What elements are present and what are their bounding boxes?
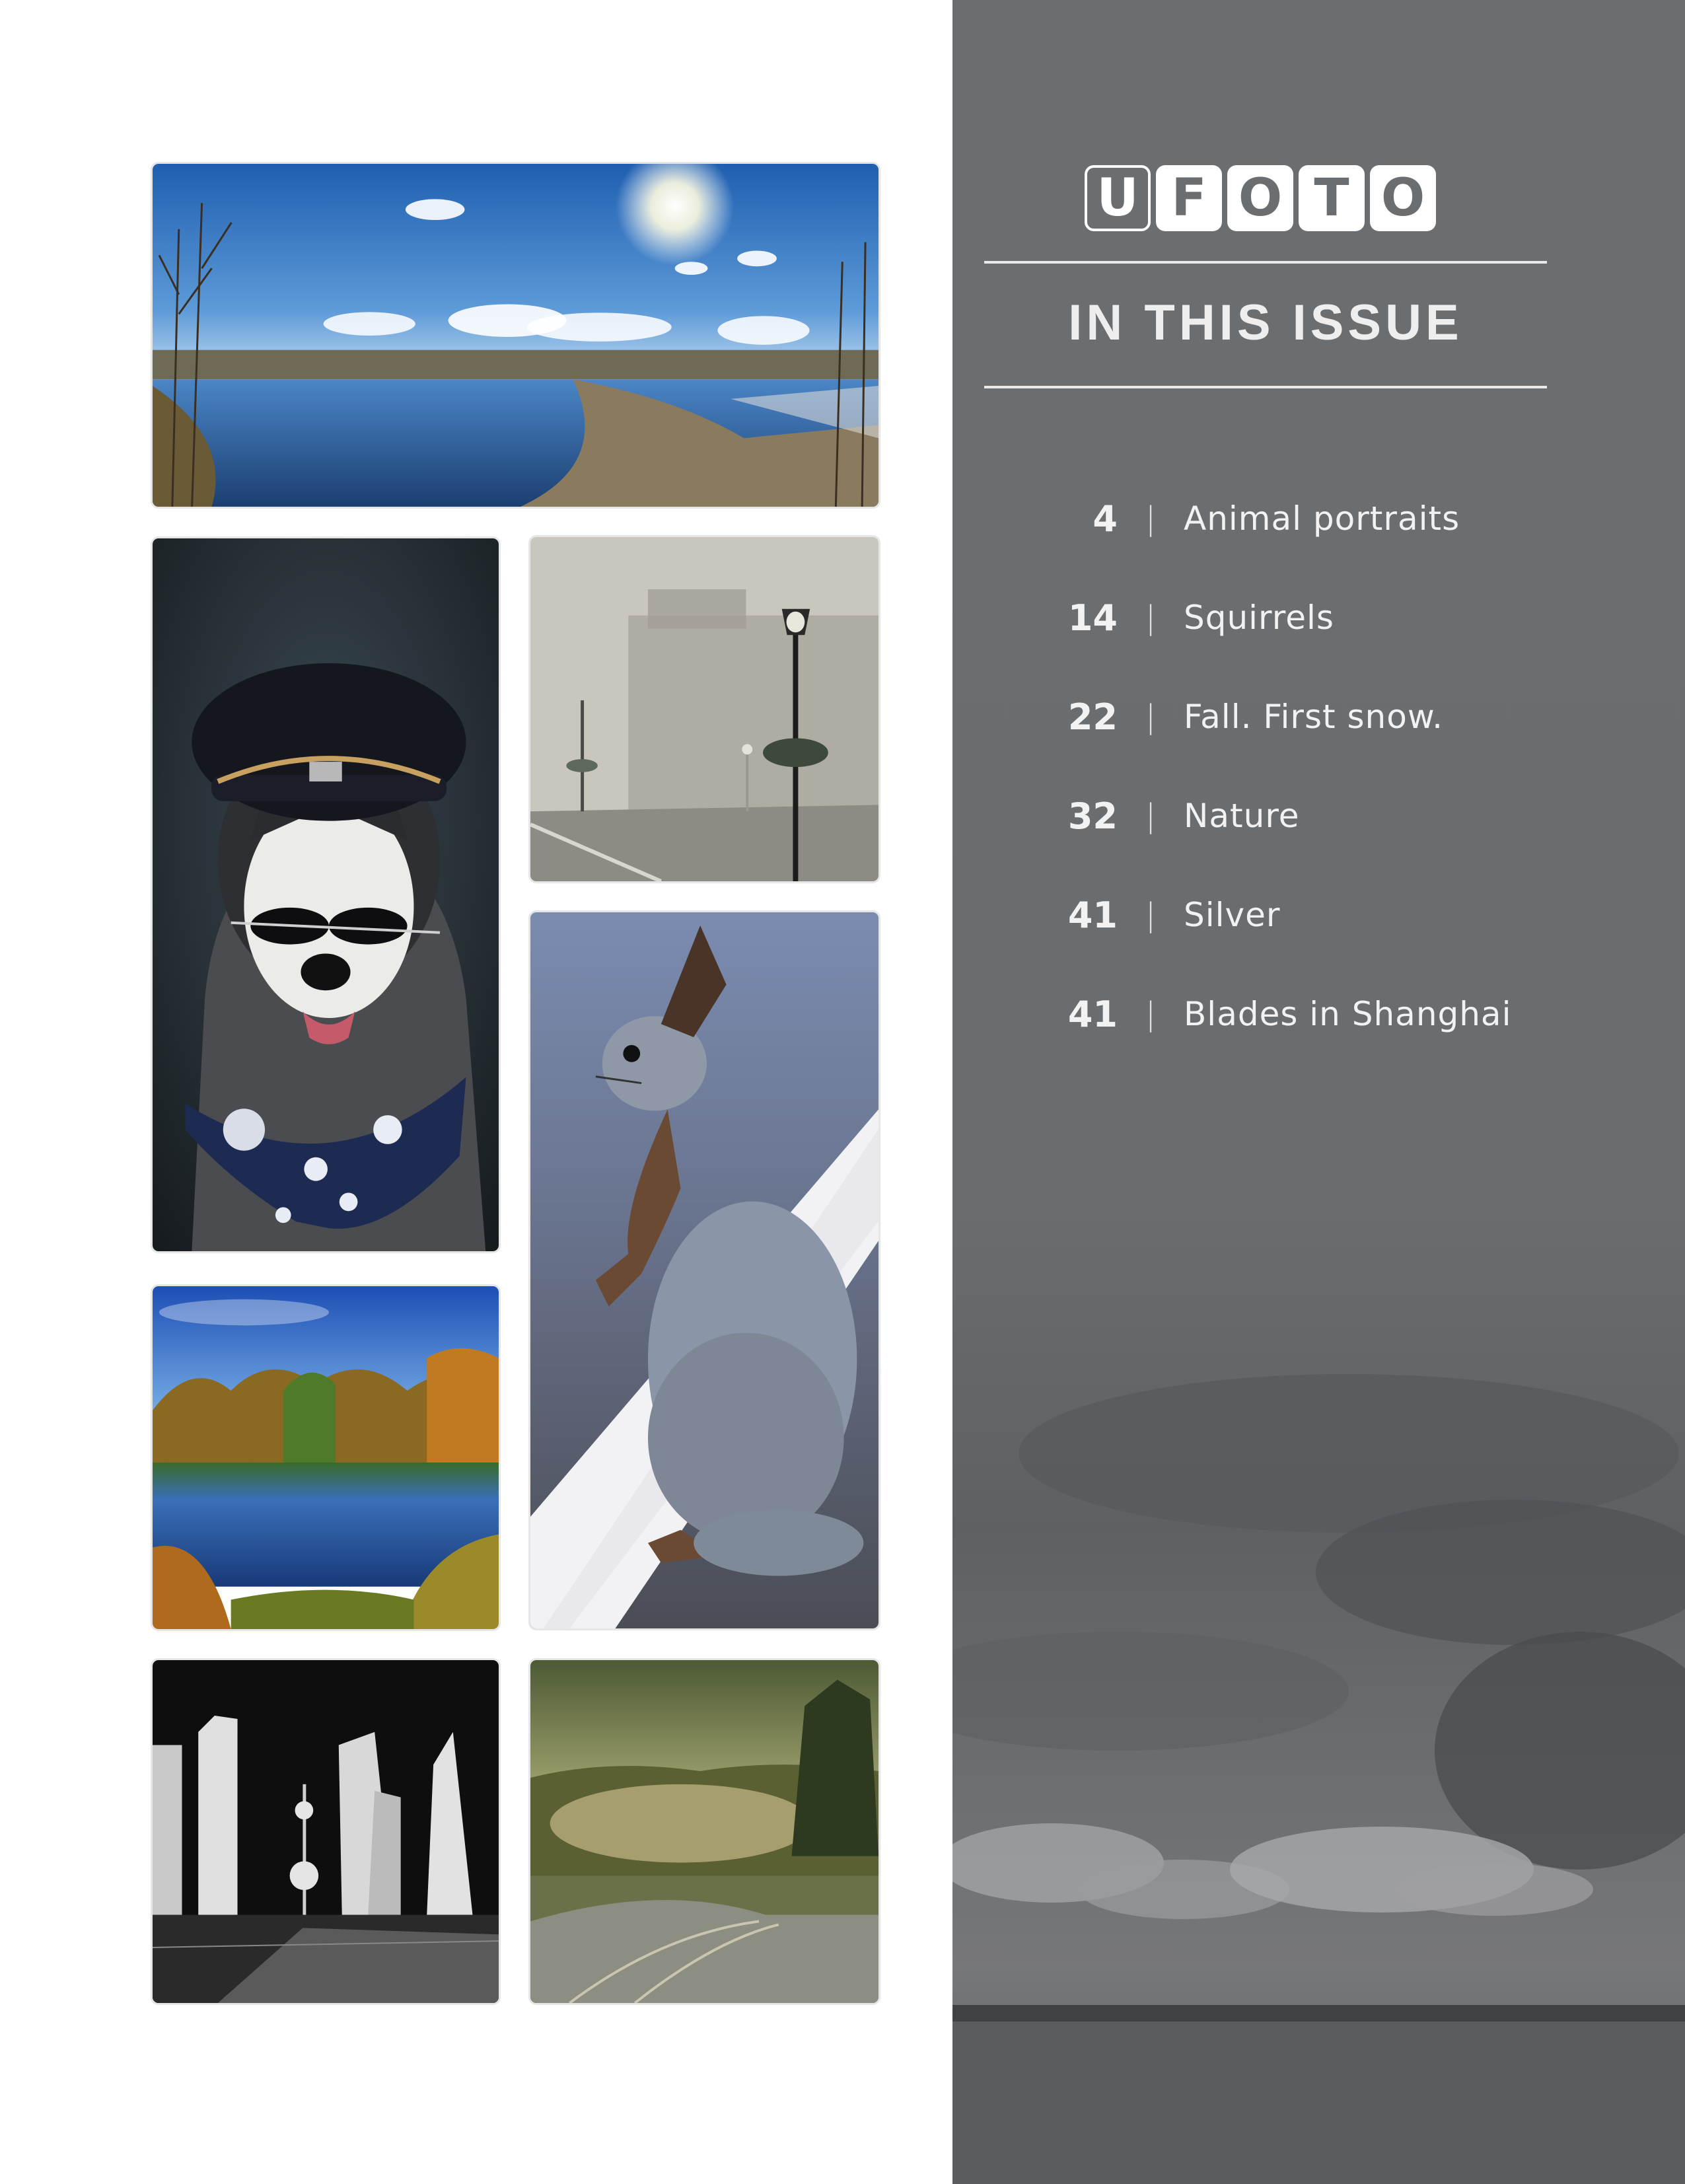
toc-page-number: 41	[1067, 894, 1118, 936]
toc-separator: |	[1145, 698, 1157, 735]
toc-title: Animal portraits	[1184, 499, 1460, 538]
photo-shanghai-skyline	[151, 1658, 501, 2005]
toc-item[interactable]	[952, 889, 1280, 941]
toc-item[interactable]	[952, 690, 1443, 743]
title-bottom-rule	[984, 386, 1547, 388]
logo-letter-u: U	[1085, 165, 1151, 231]
toc-title: Nature	[1184, 797, 1300, 835]
photo-misty-road	[528, 1658, 880, 2005]
toc-page-number: 14	[1067, 597, 1118, 639]
photo-autumn-lake	[151, 1284, 501, 1631]
photo-squirrel-road	[528, 910, 880, 1630]
toc-separator: |	[1145, 896, 1157, 933]
toc-separator: |	[1145, 996, 1157, 1033]
toc-page-number: 22	[1067, 696, 1118, 738]
photo-husky-portrait	[151, 536, 501, 1253]
logo-letter-o2: O	[1370, 165, 1436, 231]
toc-separator: |	[1145, 599, 1157, 636]
issue-sidebar	[952, 0, 1685, 2184]
photo-river-landscape	[151, 162, 880, 509]
toc-page-number: 4	[1093, 497, 1118, 540]
toc-page-number: 32	[1067, 795, 1118, 837]
toc-item[interactable]	[952, 789, 1300, 842]
ufoto-logo	[1085, 165, 1436, 231]
toc-separator: |	[1145, 797, 1157, 834]
toc-page-number: 41	[1067, 993, 1118, 1035]
toc-item[interactable]	[952, 492, 1460, 545]
toc-item[interactable]	[952, 591, 1334, 644]
toc-title: Blades in Shanghai	[1184, 995, 1512, 1033]
toc-title: Fall. First snow.	[1184, 698, 1444, 736]
toc-item[interactable]	[952, 988, 1511, 1040]
photo-foggy-street	[528, 535, 880, 883]
logo-letter-f: F	[1156, 165, 1222, 231]
title-top-rule	[984, 261, 1547, 264]
section-title: IN THIS ISSUE	[1068, 295, 1463, 351]
logo-letter-t: T	[1299, 165, 1365, 231]
toc-title: Silver	[1184, 896, 1281, 934]
toc-separator: |	[1145, 500, 1157, 537]
logo-letter-o: O	[1227, 165, 1293, 231]
toc-title: Squirrels	[1184, 599, 1334, 637]
